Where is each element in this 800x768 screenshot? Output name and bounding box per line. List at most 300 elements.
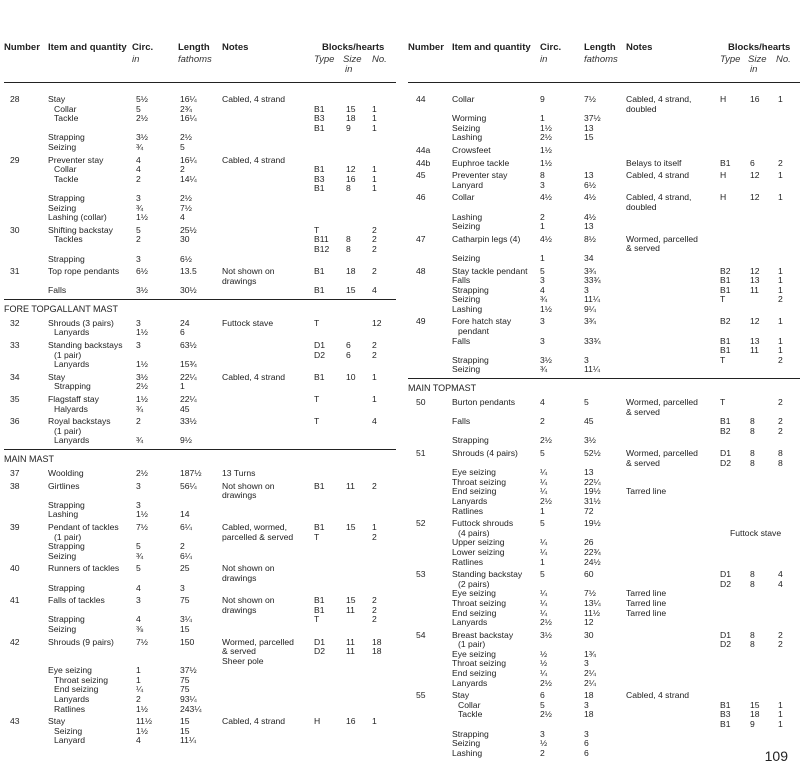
table-entry xyxy=(4,596,396,634)
length-fathoms: 4 xyxy=(180,212,185,223)
length-fathoms: 3¾ xyxy=(584,265,596,276)
notes: & served xyxy=(626,457,660,468)
notes: Cabled, 4 strand xyxy=(626,170,690,181)
table-line xyxy=(4,382,396,392)
length-fathoms: 6¼ xyxy=(180,550,192,561)
block-type: B1 xyxy=(720,416,731,427)
item-name: Pendant of tackles xyxy=(48,521,119,532)
notes: Belays to itself xyxy=(626,157,682,168)
item-name: Lanyard xyxy=(54,735,86,746)
entry-number: 52 xyxy=(416,518,426,529)
circumference: 1½ xyxy=(136,703,148,714)
header-length-unit: fathoms xyxy=(178,54,212,65)
length-fathoms: 19½ xyxy=(584,486,601,497)
item-name: Catharpin legs (4) xyxy=(452,233,521,244)
length-fathoms: 7½ xyxy=(584,588,596,599)
section-divider xyxy=(408,378,800,379)
notes: Not shown on xyxy=(222,563,275,574)
entry-number: 34 xyxy=(10,371,20,382)
block-number: 1 xyxy=(778,284,783,295)
item-name: Preventer stay xyxy=(452,170,508,181)
length-fathoms: 16¼ xyxy=(180,154,197,165)
block-size: 13 xyxy=(750,275,760,286)
circumference: 2½ xyxy=(136,381,148,392)
circumference: ¾ xyxy=(540,294,548,305)
block-size: 8 xyxy=(346,243,351,254)
item-name: (2 pairs) xyxy=(458,578,490,589)
notes: Wormed, parcelled xyxy=(626,448,698,458)
circumference: 3 xyxy=(136,595,141,606)
notes: Tarred line xyxy=(626,607,667,618)
right-table-column xyxy=(408,40,800,758)
block-size: 8 xyxy=(750,569,755,580)
item-name: Lanyards xyxy=(452,495,488,506)
length-fathoms: 31½ xyxy=(584,495,601,506)
circumference: 3 xyxy=(136,192,141,203)
table-entry xyxy=(4,717,396,746)
block-size: 8 xyxy=(750,448,755,458)
item-name: Throat seizing xyxy=(54,674,108,685)
item-name: Shifting backstay xyxy=(48,224,113,235)
entry-number: 33 xyxy=(10,340,20,351)
item-name: Falls xyxy=(452,335,471,346)
table-line xyxy=(4,328,396,338)
length-fathoms: 7½ xyxy=(180,202,192,213)
block-number: 2 xyxy=(372,531,377,542)
block-number: 18 xyxy=(372,646,382,657)
block-number: 1 xyxy=(778,94,783,104)
block-type: B1 xyxy=(720,284,731,295)
table-entry xyxy=(4,523,396,561)
circumference: 2½ xyxy=(136,113,148,124)
item-name: Lashing xyxy=(452,211,483,222)
circumference: ¼ xyxy=(540,467,548,478)
circumference: 1½ xyxy=(136,327,148,338)
notes: Cabled, 4 strand, xyxy=(626,94,692,104)
block-type: H xyxy=(720,170,727,181)
block-number: 2 xyxy=(372,349,377,360)
item-name: Stay tackle pendant xyxy=(452,265,528,276)
circumference: 2 xyxy=(540,747,545,758)
circumference: 5 xyxy=(540,518,545,529)
block-type: D2 xyxy=(314,349,325,360)
item-name: Lanyards xyxy=(452,677,488,688)
notes: & served xyxy=(222,646,256,657)
table-line xyxy=(408,254,800,264)
circumference: 3 xyxy=(136,480,141,491)
length-fathoms: 75 xyxy=(180,595,190,606)
block-size: 8 xyxy=(346,234,351,245)
table-line xyxy=(4,736,396,746)
length-fathoms: 2¼ xyxy=(584,668,596,679)
table-entry xyxy=(4,341,396,370)
block-type: H xyxy=(720,192,727,203)
notes: drawings xyxy=(222,275,257,286)
block-type: B12 xyxy=(314,243,330,254)
block-type: D1 xyxy=(314,636,325,647)
circumference: 1½ xyxy=(136,394,148,405)
table-entry xyxy=(4,564,396,593)
circumference: ¾ xyxy=(136,403,144,414)
length-fathoms: 3 xyxy=(584,658,589,669)
block-type: B1 xyxy=(314,266,325,277)
block-size: 8 xyxy=(750,629,755,640)
circumference: 2½ xyxy=(540,132,552,143)
circumference: ¼ xyxy=(540,537,548,548)
item-name: Falls of tackles xyxy=(48,595,105,606)
notes: doubled xyxy=(626,201,657,212)
block-size: 8 xyxy=(750,425,755,436)
length-fathoms: 2 xyxy=(180,541,185,552)
circumference: 5 xyxy=(136,541,141,552)
notes: drawings xyxy=(222,604,257,615)
notes: 13 Turns xyxy=(222,468,256,478)
table-entry xyxy=(408,631,800,689)
length-fathoms: 3¾ xyxy=(584,316,596,327)
block-type: D2 xyxy=(720,578,731,589)
length-fathoms: 13 xyxy=(584,122,594,133)
item-name: Lashing xyxy=(452,747,483,758)
item-name: Shrouds (9 pairs) xyxy=(48,636,114,647)
table-entry xyxy=(408,519,800,567)
item-name: Ratlines xyxy=(452,556,484,567)
entry-number: 54 xyxy=(416,629,426,640)
block-number: 2 xyxy=(778,639,783,650)
block-type: H xyxy=(720,94,727,104)
table-line xyxy=(4,647,396,657)
block-size: 11 xyxy=(346,480,355,491)
item-name: Seizing xyxy=(48,623,77,634)
circumference: 5 xyxy=(540,699,545,710)
circumference: 2½ xyxy=(540,435,552,446)
table-line xyxy=(408,417,800,427)
item-name: pendant xyxy=(458,326,490,337)
header-no: No. xyxy=(776,54,791,65)
circumference: ¼ xyxy=(540,476,548,487)
block-number: 2 xyxy=(372,243,377,254)
item-name: Euphroe tackle xyxy=(452,157,510,168)
table-entry xyxy=(4,417,396,446)
item-name: Throat seizing xyxy=(452,597,506,608)
circumference: 2½ xyxy=(136,468,148,478)
item-name: Lanyards xyxy=(54,694,90,705)
left-table-body xyxy=(4,95,396,746)
notes: Tarred line xyxy=(626,486,667,497)
block-size: 8 xyxy=(750,457,755,468)
block-number: 1 xyxy=(778,170,783,181)
circumference: 3 xyxy=(136,317,141,328)
circumference: ½ xyxy=(540,648,548,659)
block-number: 1 xyxy=(372,122,377,133)
length-fathoms: 25 xyxy=(180,563,190,574)
block-number: 4 xyxy=(372,285,377,296)
notes: & served xyxy=(626,243,660,254)
table-entry xyxy=(408,691,800,758)
table-line xyxy=(408,133,800,143)
block-number: 1 xyxy=(778,335,783,346)
header-length: Length xyxy=(178,42,210,53)
block-size: 11 xyxy=(346,636,355,647)
circumference: 11½ xyxy=(136,716,153,727)
notes: Futtock stave xyxy=(222,317,274,328)
item-name: Crowsfeet xyxy=(452,144,491,155)
block-type: B1 xyxy=(720,275,731,286)
header-size: Size xyxy=(343,54,362,65)
block-size: 15 xyxy=(346,103,356,114)
item-name: Strapping xyxy=(48,192,85,203)
block-type: D1 xyxy=(720,569,731,580)
entry-number: 41 xyxy=(10,595,20,606)
circumference: ¼ xyxy=(540,486,548,497)
notes: Not shown on xyxy=(222,595,275,606)
block-size: 9 xyxy=(750,719,755,730)
item-name: Collar xyxy=(452,94,475,104)
item-name: Lanyards xyxy=(54,359,90,370)
circumference: ¾ xyxy=(136,202,144,213)
item-name: Strapping xyxy=(48,541,85,552)
block-number: 2 xyxy=(372,224,377,235)
table-line xyxy=(4,213,396,223)
table-line xyxy=(408,159,800,169)
header-length-unit: fathoms xyxy=(584,54,618,65)
block-type: B1 xyxy=(314,604,325,615)
block-type: B1 xyxy=(314,122,325,133)
circumference: 3½ xyxy=(540,354,552,365)
block-number: 1 xyxy=(372,371,377,382)
table-line xyxy=(408,95,800,105)
block-type: B1 xyxy=(314,183,325,194)
table-line xyxy=(4,286,396,296)
length-fathoms: 4½ xyxy=(584,211,596,222)
circumference: ¾ xyxy=(136,141,144,152)
header-circ-unit: in xyxy=(132,54,140,65)
circumference: 4 xyxy=(136,164,141,175)
length-fathoms: 9½ xyxy=(180,435,192,446)
item-name: (1 pair) xyxy=(54,425,82,436)
item-name: End seizing xyxy=(452,668,497,679)
table-entry xyxy=(408,570,800,628)
table-line xyxy=(4,267,396,277)
notes: Cabled, 4 strand xyxy=(222,371,286,382)
length-fathoms: 14¼ xyxy=(180,173,197,184)
item-name: Tackle xyxy=(54,113,79,124)
circumference: 1 xyxy=(540,252,545,263)
entry-number: 37 xyxy=(10,468,20,478)
notes: Not shown on xyxy=(222,480,275,491)
block-type: T xyxy=(314,224,320,235)
block-number: 1 xyxy=(778,719,783,730)
item-name: Seizing xyxy=(452,294,481,305)
item-name: Tackle xyxy=(54,173,79,184)
length-fathoms: 75 xyxy=(180,674,190,685)
block-number: 2 xyxy=(372,266,377,277)
circumference: 1½ xyxy=(540,144,552,155)
block-number: 2 xyxy=(778,397,783,408)
circumference: ¼ xyxy=(540,668,548,679)
length-fathoms: 12 xyxy=(584,617,594,628)
item-name: Strapping xyxy=(452,284,489,295)
block-type: D1 xyxy=(314,340,325,351)
entry-number: 42 xyxy=(10,636,20,647)
item-name: Shrouds (3 pairs) xyxy=(48,317,114,328)
circumference: 5 xyxy=(136,224,141,235)
item-name: (1 pair) xyxy=(54,531,82,542)
length-fathoms: 52½ xyxy=(584,448,601,458)
block-type: T xyxy=(720,354,726,365)
entry-number: 49 xyxy=(416,316,426,327)
item-name: Seizing xyxy=(452,122,481,133)
table-line xyxy=(408,398,800,408)
notes: doubled xyxy=(626,103,657,114)
block-type: B1 xyxy=(720,345,731,356)
block-type: B2 xyxy=(720,425,731,436)
notes: Cabled, wormed, xyxy=(222,521,287,532)
length-fathoms: 6¼ xyxy=(180,521,192,532)
header-circ: Circ. xyxy=(540,42,562,53)
length-fathoms: 45 xyxy=(180,403,190,414)
item-name: Strapping xyxy=(48,499,85,510)
entry-number: 44a xyxy=(416,144,431,155)
circumference: 4 xyxy=(136,154,141,165)
table-line xyxy=(4,175,396,185)
table-line xyxy=(408,181,800,191)
block-type: B2 xyxy=(720,316,731,327)
table-line xyxy=(4,360,396,370)
length-fathoms: 3 xyxy=(584,354,589,365)
item-name: Ratlines xyxy=(54,703,86,714)
length-fathoms: 33¾ xyxy=(584,335,601,346)
entry-number: 36 xyxy=(10,416,20,427)
block-type: B1 xyxy=(314,521,325,532)
section-divider xyxy=(4,299,396,300)
length-fathoms: 22¼ xyxy=(584,476,601,487)
entry-number: 45 xyxy=(416,170,426,181)
table-line xyxy=(4,625,396,635)
circumference: 2 xyxy=(136,416,141,427)
block-type: B1 xyxy=(314,480,325,491)
length-fathoms: 37½ xyxy=(584,113,601,124)
length-fathoms: 24 xyxy=(180,317,190,328)
block-size: 16 xyxy=(346,173,356,184)
header-size: Size xyxy=(748,54,767,65)
section-title: MAIN MAST xyxy=(4,454,55,464)
length-fathoms: 30½ xyxy=(180,285,197,296)
length-fathoms: 15 xyxy=(180,725,190,736)
section-heading xyxy=(4,454,396,466)
circumference: 3 xyxy=(136,499,141,510)
item-name: Strapping xyxy=(48,132,85,143)
item-name: Shrouds (4 pairs) xyxy=(452,448,518,458)
block-size: 10 xyxy=(346,371,356,382)
circumference: 5 xyxy=(136,563,141,574)
right-table-body xyxy=(408,95,800,758)
table-entry xyxy=(4,373,396,392)
notes: Wormed, parcelled xyxy=(222,636,294,647)
block-size: 8 xyxy=(750,578,755,589)
length-fathoms: 7½ xyxy=(584,94,596,104)
block-type: D2 xyxy=(720,457,731,468)
table-entry xyxy=(408,146,800,156)
block-size: 6 xyxy=(750,157,755,168)
block-number: 2 xyxy=(778,294,783,305)
circumference: 2 xyxy=(540,211,545,222)
length-fathoms: 18 xyxy=(584,690,594,701)
length-fathoms: 22¾ xyxy=(584,546,601,557)
section-title: MAIN TOPMAST xyxy=(408,383,477,394)
circumference: 4 xyxy=(136,582,141,593)
block-type: T xyxy=(314,614,320,625)
item-name: Tackle xyxy=(458,709,483,720)
circumference: 1 xyxy=(136,674,141,685)
circumference: 2½ xyxy=(540,677,552,688)
notes: Tarred line xyxy=(626,588,667,599)
circumference: ¾ xyxy=(540,364,548,375)
entry-number: 39 xyxy=(10,521,20,532)
circumference: 3 xyxy=(540,179,545,190)
block-size: 12 xyxy=(750,316,760,327)
block-type: D1 xyxy=(720,629,731,640)
entry-number: 28 xyxy=(10,94,20,104)
circumference: 1 xyxy=(540,556,545,567)
table-entry xyxy=(4,267,396,296)
block-number: 1 xyxy=(372,521,377,532)
circumference: ¼ xyxy=(540,588,548,599)
block-number: 1 xyxy=(372,113,377,124)
block-number: 1 xyxy=(778,345,783,356)
block-type: B11 xyxy=(314,234,329,245)
block-type: H xyxy=(314,716,321,727)
circumference: 6 xyxy=(540,690,545,701)
item-name: Stay xyxy=(48,716,66,727)
length-fathoms: 13 xyxy=(584,170,594,181)
entry-number: 44b xyxy=(416,157,431,168)
table-line xyxy=(408,558,800,568)
length-fathoms: 22¼ xyxy=(180,394,197,405)
item-name: Lanyards xyxy=(54,435,90,446)
circumference: ¼ xyxy=(136,684,144,695)
circumference: 7½ xyxy=(136,636,148,647)
block-number: 1 xyxy=(778,699,783,710)
block-number: 2 xyxy=(778,354,783,365)
length-fathoms: 25½ xyxy=(180,224,197,235)
notes: Not shown on xyxy=(222,266,275,277)
header-type: Type xyxy=(720,54,741,65)
block-number: 1 xyxy=(778,709,783,720)
item-name: Futtock shrouds xyxy=(452,518,514,529)
table-entry xyxy=(408,159,800,169)
circumference: 5 xyxy=(136,103,141,114)
table-entry xyxy=(4,319,396,338)
right-table-header xyxy=(408,40,800,83)
header-number: Number xyxy=(408,42,444,53)
table-entry xyxy=(408,193,800,231)
item-name: Woolding xyxy=(48,468,84,478)
length-fathoms: 34 xyxy=(584,252,594,263)
item-name: Lashing (collar) xyxy=(48,212,107,223)
length-fathoms: 11¼ xyxy=(180,735,197,746)
item-name: Royal backstays xyxy=(48,416,111,427)
circumference: 3½ xyxy=(136,132,148,143)
circumference: 4 xyxy=(136,614,141,625)
length-fathoms: 22¼ xyxy=(180,371,197,382)
item-name: Strapping xyxy=(48,253,85,264)
length-fathoms: 16¼ xyxy=(180,113,197,124)
item-name: Seizing xyxy=(48,202,77,213)
block-type: T xyxy=(314,416,320,427)
length-fathoms: 19½ xyxy=(584,518,601,529)
table-line xyxy=(408,679,800,689)
table-entry xyxy=(4,469,396,479)
